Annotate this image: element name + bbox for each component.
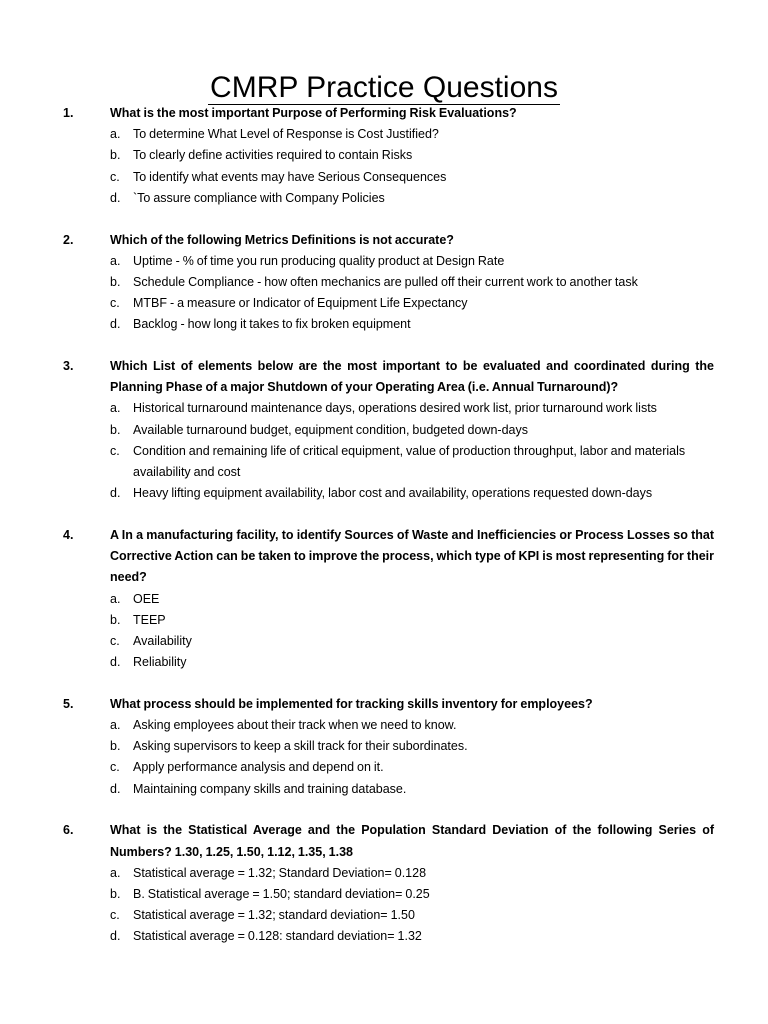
question-number: 2. — [63, 232, 74, 247]
answer-option — [0, 124, 768, 145]
answer-options — [0, 589, 768, 674]
option-text: Available turnaround budget, equipment condition, budgeted down-days — [133, 422, 528, 437]
option-text: MTBF - a measure or Indicator of Equipment Life Expectancy — [133, 296, 468, 311]
option-label: c. — [110, 169, 120, 184]
answer-option — [0, 589, 768, 610]
option-text: Statistical average = 0.128: standard deviation= 1.32 — [133, 929, 422, 944]
option-text: Availability — [133, 633, 192, 648]
answer-option — [0, 884, 768, 905]
option-text: Reliability — [133, 655, 187, 670]
question-number: 1. — [63, 106, 74, 120]
option-text: Backlog - how long it takes to fix broken equipment — [133, 317, 411, 332]
question-header — [0, 694, 768, 715]
option-text: Schedule Compliance - how often mechanics are pulled off their current work to another task — [133, 274, 638, 289]
option-label: a. — [110, 865, 121, 880]
answer-option — [0, 167, 768, 188]
option-label: c. — [110, 633, 120, 648]
question-4 — [0, 525, 768, 673]
question-6 — [0, 820, 768, 947]
question-text: A In a manufacturing facility, to identify Sources of Waste and Inefficiencies or Process Losses so that Corrective Action can be taken to improve the process, which type of KPI is most representing for their need? — [110, 527, 714, 585]
option-label: b. — [110, 274, 121, 289]
option-label: a. — [110, 718, 121, 733]
answer-option — [0, 145, 768, 166]
option-label: c. — [110, 443, 120, 458]
option-label: d. — [110, 655, 121, 670]
option-label: b. — [110, 612, 121, 627]
answer-options — [0, 863, 768, 948]
answer-option — [0, 905, 768, 926]
question-3 — [0, 356, 768, 504]
option-text: To clearly define activities required to contain Risks — [133, 148, 413, 163]
answer-option — [0, 293, 768, 314]
answer-option — [0, 779, 768, 800]
answer-options — [0, 715, 768, 800]
option-label: c. — [110, 296, 120, 311]
question-number: 3. — [63, 359, 74, 374]
option-label: b. — [110, 148, 121, 163]
answer-option — [0, 631, 768, 652]
option-label: a. — [110, 591, 121, 606]
option-label: b. — [110, 739, 121, 754]
page-title-text: CMRP Practice Questions — [210, 71, 558, 104]
option-text: Apply performance analysis and depend on it. — [133, 760, 384, 775]
question-1 — [0, 103, 768, 209]
option-label: a. — [110, 401, 121, 416]
question-number: 6. — [63, 823, 74, 838]
answer-option — [0, 715, 768, 736]
option-label: d. — [110, 486, 121, 501]
question-text: Which List of elements below are the most important to be evaluated and coordinated during the Planning Phase of a major Shutdown of your Operating Area (i.e. Annual Turnaround)? — [110, 359, 714, 395]
answer-option — [0, 441, 768, 483]
option-text: Historical turnaround maintenance days, operations desired work list, prior turnaround work lists — [133, 401, 657, 416]
option-label: a. — [110, 253, 121, 268]
option-text: Condition and remaining life of critical equipment, value of production throughput, labor and materials availability and cost — [133, 443, 686, 480]
answer-option — [0, 863, 768, 884]
answer-option — [0, 188, 768, 209]
answer-option — [0, 736, 768, 757]
option-label: c. — [110, 908, 120, 923]
answer-option — [0, 272, 768, 293]
question-number: 5. — [63, 696, 74, 711]
question-header — [0, 103, 768, 124]
option-label: d. — [110, 317, 121, 332]
question-header — [0, 356, 768, 398]
option-text: Heavy lifting equipment availability, labor cost and availability, operations requested down-days — [133, 486, 653, 501]
option-text: Asking employees about their track when we need to know. — [133, 718, 457, 733]
option-text: `To assure compliance with Company Policies — [133, 190, 385, 205]
question-text: What is the Statistical Average and the Population Standard Deviation of the following Series of Numbers? 1.30, 1.25, 1.50, 1.12, 1.35, 1.38 — [110, 823, 714, 859]
answer-option — [0, 610, 768, 631]
question-header — [0, 525, 768, 589]
option-label: b. — [110, 422, 121, 437]
page-title — [0, 70, 768, 106]
answer-option — [0, 314, 768, 335]
option-text: Asking supervisors to keep a skill track for their subordinates. — [133, 739, 468, 754]
question-number: 4. — [63, 527, 74, 542]
answer-option — [0, 652, 768, 673]
option-label: d. — [110, 781, 121, 796]
option-label: d. — [110, 190, 121, 205]
question-5 — [0, 694, 768, 800]
answer-option — [0, 251, 768, 272]
question-text: Which of the following Metrics Definitions is not accurate? — [110, 232, 454, 247]
answer-options — [0, 124, 768, 209]
answer-option — [0, 420, 768, 441]
answer-options — [0, 398, 768, 504]
option-label: c. — [110, 760, 120, 775]
option-label: a. — [110, 127, 121, 142]
question-list — [0, 103, 768, 948]
question-text: What is the most important Purpose of Performing Risk Evaluations? — [110, 106, 517, 120]
answer-option — [0, 926, 768, 947]
option-text: Statistical average = 1.32; Standard Deviation= 0.128 — [133, 865, 427, 880]
option-label: b. — [110, 887, 121, 901]
option-text: To determine What Level of Response is Cost Justified? — [133, 127, 439, 142]
question-header — [0, 230, 768, 251]
option-label: d. — [110, 929, 121, 944]
option-text: TEEP — [133, 612, 166, 627]
option-text: Uptime - % of time you run producing quality product at Design Rate — [133, 253, 505, 268]
option-text: To identify what events may have Serious Consequences — [133, 169, 447, 184]
answer-option — [0, 398, 768, 419]
option-text: OEE — [133, 591, 160, 606]
answer-option — [0, 483, 768, 504]
answer-options — [0, 251, 768, 336]
question-header — [0, 820, 768, 862]
question-text: What process should be implemented for tracking skills inventory for employees? — [110, 696, 593, 711]
option-text: B. Statistical average = 1.50; standard deviation= 0.25 — [133, 887, 430, 901]
option-text: Statistical average = 1.32; standard deviation= 1.50 — [133, 908, 415, 923]
option-text: Maintaining company skills and training database. — [133, 781, 407, 796]
question-2 — [0, 230, 768, 336]
answer-option — [0, 757, 768, 778]
